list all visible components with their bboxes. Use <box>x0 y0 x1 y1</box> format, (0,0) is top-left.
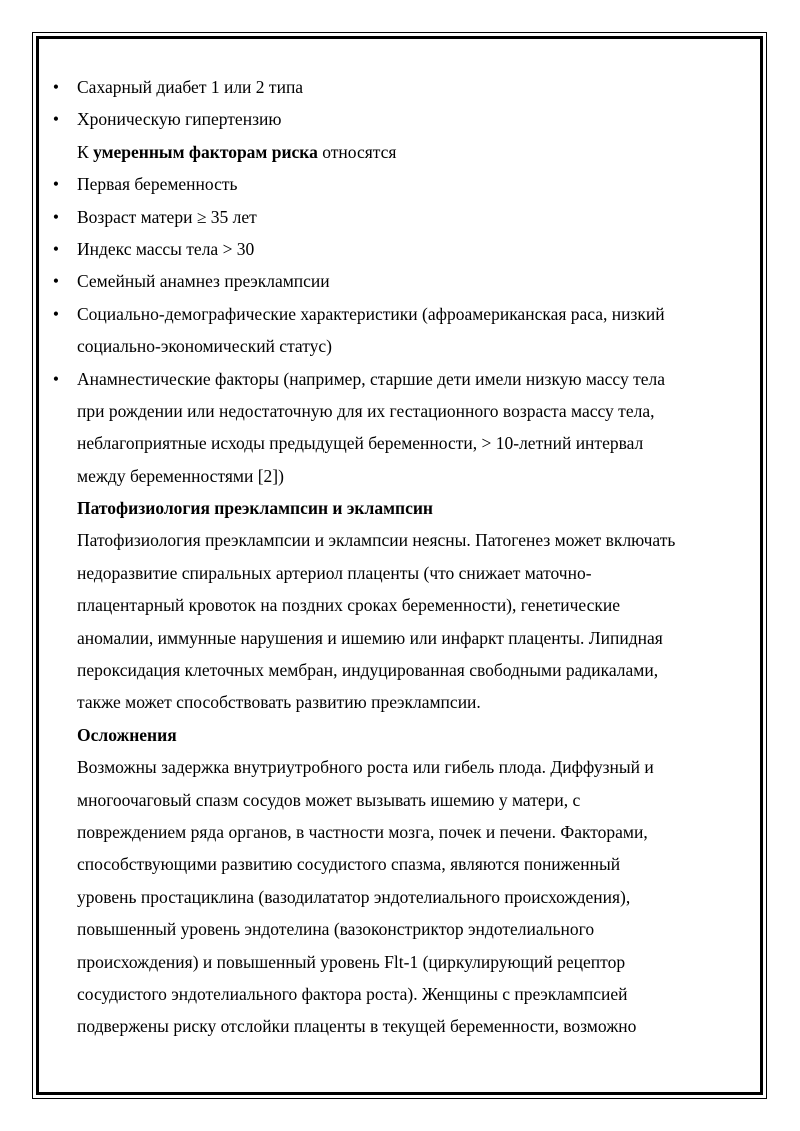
bullet-icon: • <box>52 238 60 259</box>
document-body <box>0 71 800 1043</box>
text-line <box>0 751 800 783</box>
list-item <box>0 298 800 330</box>
text-line <box>0 589 800 621</box>
bullet-icon: • <box>52 368 60 389</box>
list-item <box>0 233 800 265</box>
list-item <box>0 265 800 297</box>
line-text: Социально-демографические характеристики (афроамериканская раса, низкий <box>77 303 665 324</box>
text-line <box>0 913 800 945</box>
text-line <box>0 395 800 427</box>
intro-suffix: относятся <box>317 141 397 162</box>
line-text: Возможны задержка внутриутробного роста или гибель плода. Диффузный и <box>77 757 654 778</box>
intro-prefix: К <box>77 141 94 162</box>
text-line <box>0 557 800 589</box>
text-line <box>0 816 800 848</box>
text-line <box>0 654 800 686</box>
line-text: Патофизиология преэклампсии и эклампсии неясны. Патогенез может включать <box>77 530 676 551</box>
line-text: пероксидация клеточных мембран, индуцированная свободными радикалами, <box>77 660 659 681</box>
intro-emphasis: умеренным факторам риска <box>93 141 318 162</box>
line-text: между беременностями [2]) <box>77 465 284 486</box>
text-line <box>0 946 800 978</box>
line-text: неблагоприятные исходы предыдущей беременности, > 10-летний интервал <box>77 433 644 454</box>
text-line <box>0 848 800 880</box>
list-item <box>0 103 800 135</box>
list-item <box>0 71 800 103</box>
line-text: Сахарный диабет 1 или 2 типа <box>77 77 304 97</box>
line-text: Первая беременность <box>77 174 238 195</box>
line-text: плацентарный кровоток на поздних сроках беременности), генетические <box>77 595 621 616</box>
bullet-icon: • <box>52 303 60 324</box>
section-heading <box>0 492 800 524</box>
text-line <box>0 427 800 459</box>
line-text: подвержены риску отслойки плаценты в текущей беременности, возможно <box>77 1016 637 1037</box>
line-text: Хроническую гипертензию <box>77 109 282 130</box>
bullet-icon: • <box>52 206 60 227</box>
bullet-icon: • <box>52 77 60 97</box>
text-line <box>0 136 800 168</box>
bullet-icon: • <box>52 174 60 195</box>
text-line <box>0 622 800 654</box>
line-text: происхождения) и повышенный уровень Flt-1 (циркулирующий рецептор <box>77 951 626 972</box>
line-text: повышенный уровень эндотелина (вазоконстриктор эндотелиального <box>77 919 595 940</box>
line-text: многоочаговый спазм сосудов может вызывать ишемию у матери, с <box>77 789 581 810</box>
text-line <box>0 460 800 492</box>
section-heading <box>0 719 800 751</box>
bullet-icon: • <box>52 109 60 130</box>
list-item <box>0 363 800 395</box>
line-text: Возраст матери ≥ 35 лет <box>77 206 257 227</box>
line-text: Индекс массы тела > 30 <box>77 238 255 259</box>
bullet-icon: • <box>52 271 60 292</box>
line-text: Анамнестические факторы (например, старшие дети имели низкую массу тела <box>77 368 665 389</box>
risk-intro-line <box>77 136 396 168</box>
list-item <box>0 201 800 233</box>
text-line <box>0 686 800 718</box>
line-text: недоразвитие спиральных артериол плаценты (что снижает маточно- <box>77 562 592 583</box>
line-text: социально-экономический статус) <box>77 336 333 357</box>
text-line <box>0 978 800 1010</box>
text-line <box>0 784 800 816</box>
heading-text: Патофизиология преэклампсин и эклампсин <box>77 498 434 519</box>
line-text: уровень простациклина (вазодилататор эндотелиального происхождения), <box>77 886 631 907</box>
heading-text: Осложнения <box>77 724 177 745</box>
text-line <box>0 330 800 362</box>
line-text: сосудистого эндотелиального фактора роста). Женщины с преэклампсией <box>77 983 628 1004</box>
line-text: способствующими развитию сосудистого спазма, являются пониженный <box>77 854 621 875</box>
line-text: повреждением ряда органов, в частности мозга, почек и печени. Факторами, <box>77 821 648 842</box>
text-line <box>0 1010 800 1042</box>
list-item <box>0 168 800 200</box>
line-text: аномалии, иммунные нарушения и ишемию или инфаркт плаценты. Липидная <box>77 627 663 648</box>
line-text: при рождении или недостаточную для их гестационного возраста массу тела, <box>77 400 655 421</box>
text-line <box>0 524 800 556</box>
line-text: Семейный анамнез преэклампсии <box>77 271 330 292</box>
text-line <box>0 881 800 913</box>
line-text: также может способствовать развитию преэклампсии. <box>77 692 481 713</box>
